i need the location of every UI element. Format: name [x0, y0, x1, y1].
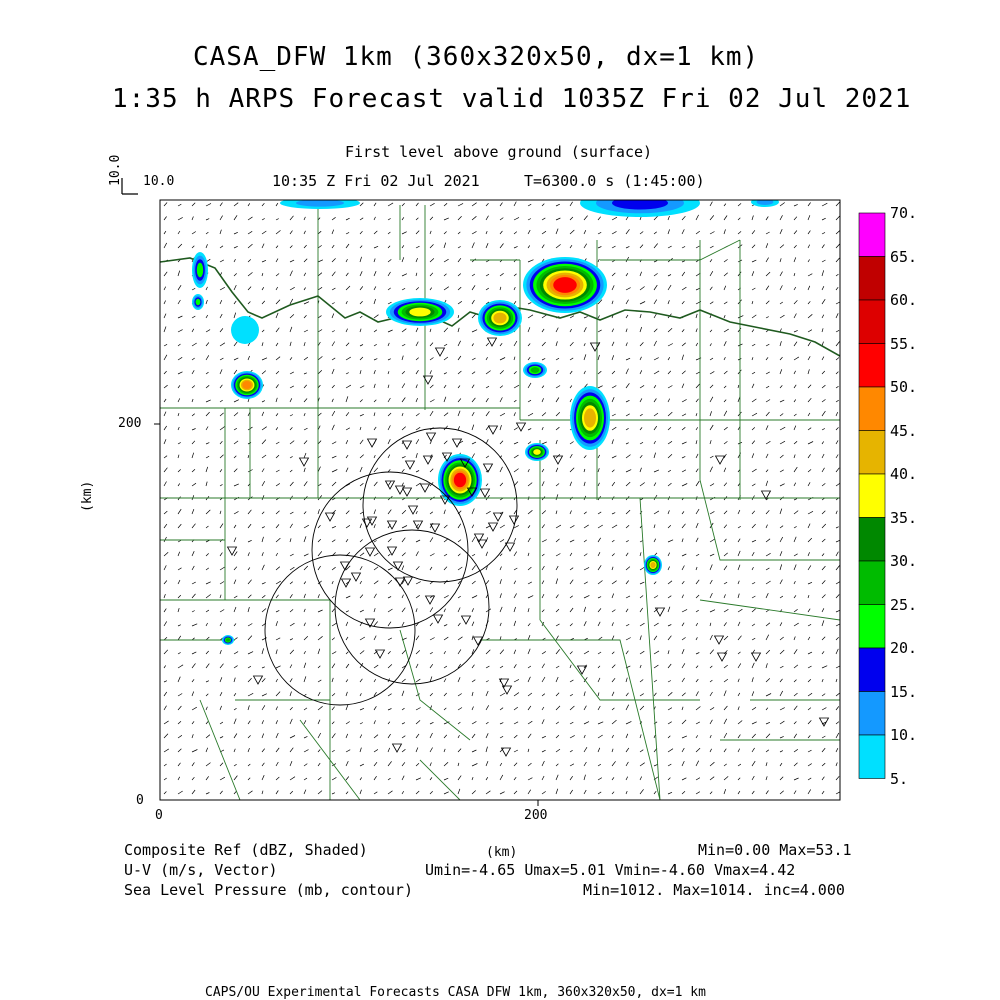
title-line-1: CASA_DFW 1km (360x320x50, dx=1 km): [193, 42, 760, 72]
vector-key-arrow: [122, 178, 138, 194]
echo-cell-central: [438, 454, 482, 506]
colorbar-label: 5.: [890, 769, 909, 788]
echo-cell-southwest: [222, 635, 234, 645]
colorbar-swatch: [859, 605, 885, 649]
colorbar-swatch: [859, 431, 885, 475]
model-time-label: T=6300.0 s (1:45:00): [524, 172, 705, 190]
x-tick-0: 0: [155, 808, 163, 823]
colorbar-label: 15.: [890, 682, 918, 701]
colorbar-label: 70.: [890, 204, 918, 222]
field3-label: Sea Level Pressure (mb, contour): [124, 881, 413, 899]
y-axis-label: (km): [80, 480, 95, 512]
field3-stats: Min=1012. Max=1014. inc=4.000: [583, 881, 845, 899]
colorbar-label: 45.: [890, 421, 918, 440]
colorbar-swatch: [859, 692, 885, 736]
colorbar: [859, 213, 885, 779]
echo-cell-cyan: [231, 316, 259, 344]
colorbar-label: 40.: [890, 465, 918, 483]
credit-line: CAPS/OU Experimental Forecasts CASA DFW 1km, 360x320x50, dx=1 km: [205, 985, 706, 1000]
colorbar-label: 65.: [890, 247, 918, 266]
colorbar-label: 25.: [890, 595, 918, 614]
echo-top-band-2: [280, 197, 360, 209]
echo-cell-north-3: [386, 298, 454, 326]
echo-cell-north: [523, 257, 607, 313]
colorbar-label: 20.: [890, 639, 918, 657]
echo-cell-north-2: [478, 300, 522, 336]
colorbar-swatch: [859, 518, 885, 562]
y-tick-200: 200: [118, 416, 142, 431]
colorbar-swatch: [859, 474, 885, 518]
echo-cell-southeast: [644, 555, 662, 575]
echo-cell-east: [570, 386, 610, 450]
echo-top-band-3: [751, 197, 779, 207]
colorbar-label: 60.: [890, 291, 918, 309]
y-tick-0: 0: [136, 793, 144, 808]
title-line-2: 1:35 h ARPS Forecast valid 1035Z Fri 02 Jul 2021: [112, 84, 912, 114]
x-tick-200: 200: [524, 808, 548, 823]
echo-top-band: [580, 189, 700, 217]
echo-cell-small-2: [523, 362, 547, 378]
level-label: First level above ground (surface): [345, 143, 653, 161]
colorbar-label: 35.: [890, 508, 918, 527]
vector-key-x-label: 10.0: [143, 174, 175, 189]
colorbar-swatch: [859, 735, 885, 779]
colorbar-swatch: [859, 387, 885, 431]
colorbar-label: 50.: [890, 378, 918, 396]
colorbar-label: 30.: [890, 552, 918, 570]
x-axis-label: (km): [486, 845, 518, 860]
vector-key-y-label: 10.0: [108, 154, 123, 186]
echo-cell-west: [231, 371, 263, 399]
colorbar-swatch: [859, 648, 885, 692]
valid-time-label: 10:35 Z Fri 02 Jul 2021: [272, 172, 480, 190]
colorbar-swatch: [859, 344, 885, 388]
field2-label: U-V (m/s, Vector): [124, 861, 278, 879]
colorbar-swatch: [859, 561, 885, 605]
field1-stats: Min=0.00 Max=53.1: [698, 841, 852, 859]
field2-stats: Umin=-4.65 Umax=5.01 Vmin=-4.60 Vmax=4.42: [425, 861, 796, 879]
field1-label: Composite Ref (dBZ, Shaded): [124, 841, 368, 859]
colorbar-swatch: [859, 300, 885, 344]
colorbar-swatch: [859, 213, 885, 257]
echo-cell-small: [525, 443, 549, 461]
echo-cell-northwest-2: [192, 294, 204, 310]
echo-cell-northwest: [192, 252, 208, 288]
colorbar-label: 10.: [890, 726, 918, 744]
colorbar-swatch: [859, 257, 885, 301]
colorbar-label: 55.: [890, 334, 918, 353]
